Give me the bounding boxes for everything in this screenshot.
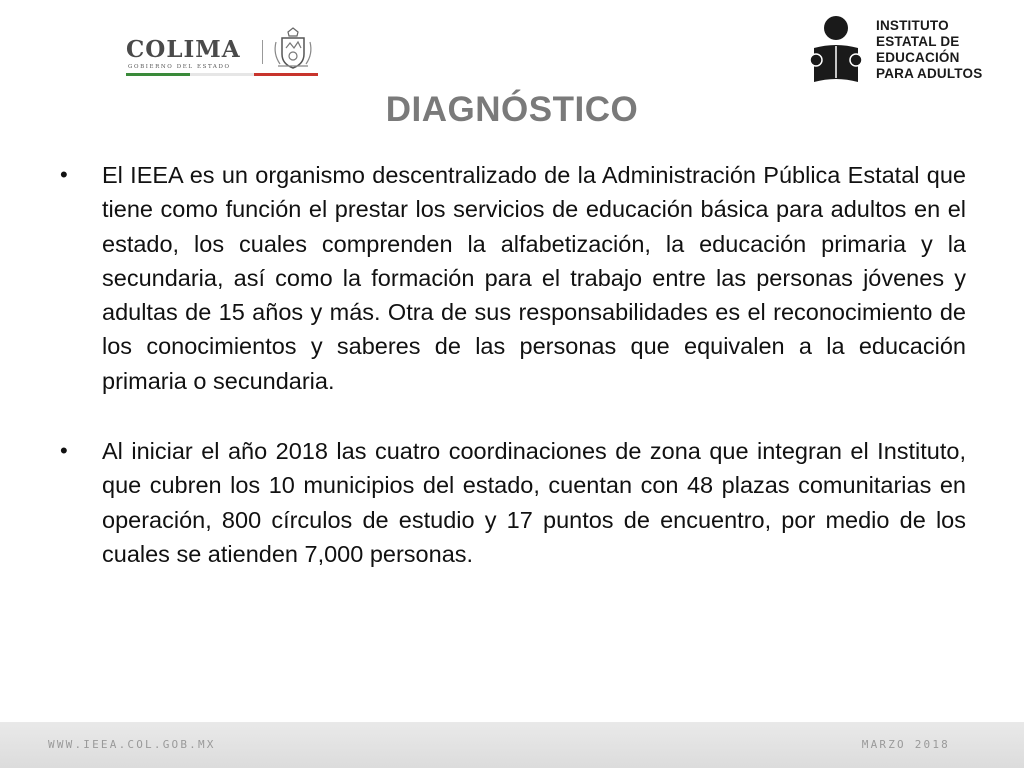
- person-reading-icon: [808, 14, 864, 90]
- bullet-item: [58, 434, 966, 571]
- bullet-text: Al iniciar el año 2018 las cuatro coordinaciones de zona que integran el Instituto, que cubren los 10 municipios del estado, cuentan con 48 plazas comunitarias en operación, 800 círculos de estudio y 17 puntos de encuentro, por medio de los cuales se atienden 7,000 personas.: [102, 438, 966, 567]
- ieea-logo-line: EDUCACIÓN: [876, 50, 960, 65]
- colima-logo-name: COLIMA: [126, 36, 241, 63]
- ieea-logo-line: INSTITUTO: [876, 18, 949, 33]
- slide-title: [0, 90, 1024, 130]
- footer-url: WWW.IEEA.COL.GOB.MX: [48, 738, 216, 751]
- ieea-logo: [808, 14, 1004, 90]
- footer-date: MARZO 2018: [861, 738, 950, 751]
- bullet-list: [58, 158, 966, 571]
- colima-logo-subtitle: GOBIERNO DEL ESTADO: [128, 64, 231, 70]
- colima-tricolor-bar: [126, 73, 318, 76]
- colima-logo-divider: [262, 40, 263, 64]
- slide-title-text: DIAGNÓSTICO: [385, 90, 639, 129]
- bullet-item: [58, 158, 966, 398]
- coat-of-arms-icon: [270, 26, 316, 72]
- colima-logo: [120, 22, 320, 80]
- bullet-marker: •: [60, 438, 68, 464]
- ieea-logo-line: ESTATAL DE: [876, 34, 960, 49]
- bullet-marker: •: [60, 162, 68, 187]
- bullet-text: El IEEA es un organismo descentralizado de la Administración Pública Estatal que tiene como función el prestar los servicios de educación básica para adultos en el estado, los cuales comprenden la alfabetización, la educación primaria y la secundaria, así como la formación para el trabajo entre las personas jóvenes y adultas de 15 años y más. Otra de sus responsabilidades es el reconocimiento de los conocimientos y saberes de las personas que equivalen a la educación primaria o secundaria.: [102, 162, 966, 394]
- ieea-logo-text: [876, 18, 982, 82]
- ieea-logo-line: PARA ADULTOS: [876, 66, 983, 81]
